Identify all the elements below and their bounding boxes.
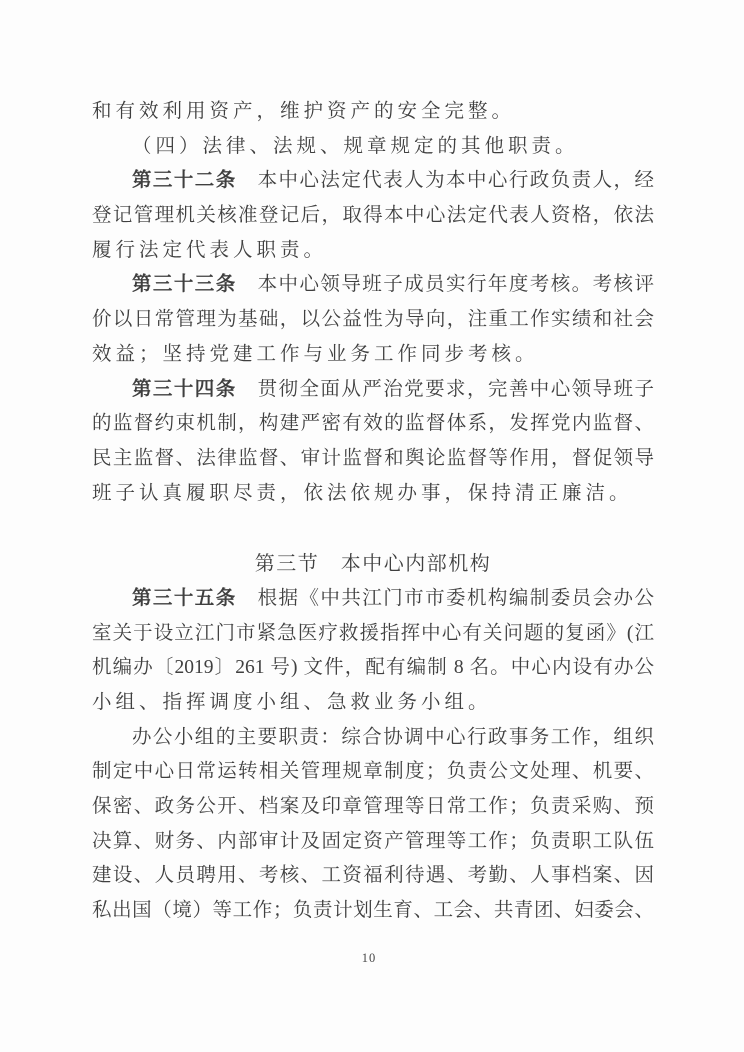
text-segment: 本中心领导班子成员实行年度考核。考核评 (236, 274, 654, 296)
text-line (92, 164, 654, 199)
text-segment: 的监督约束机制，构建严密有效的监督体系，发挥党内监督、 (92, 413, 654, 435)
article-number: 第三十二条 (132, 170, 237, 192)
section-heading (92, 547, 654, 582)
text-line (92, 477, 654, 512)
text-line (92, 373, 654, 408)
text-line (92, 303, 654, 338)
text-segment: （四）法律、法规、规章规定的其他职责。 (132, 135, 579, 157)
text-segment: 室关于设立江门市紧急医疗救援指挥中心有关问题的复函》(江 (92, 622, 654, 644)
text-line (92, 721, 654, 756)
text-segment: 班子认真履职尽责，依法依规办事，保持清正廉洁。 (92, 482, 633, 504)
text-segment: 建设、人员聘用、考核、工资福利待遇、考勤、人事档案、因 (92, 865, 654, 887)
document-body (92, 95, 654, 929)
text-segment: 办公小组的主要职责：综合协调中心行政事务工作，组织 (132, 726, 654, 748)
text-line (92, 442, 654, 477)
text-segment: 民主监督、法律监督、审计监督和舆论监督等作用，督促领导 (92, 447, 654, 469)
text-segment: 保密、政务公开、档案及印章管理等日常工作；负责采购、预 (92, 796, 654, 818)
article-number: 第三十三条 (132, 274, 237, 296)
text-line (92, 894, 654, 929)
text-line (92, 130, 654, 165)
text-segment: 贯彻全面从严治党要求，完善中心领导班子 (236, 378, 654, 400)
text-segment: 履行法定代表人职责。 (92, 239, 328, 261)
text-segment: 私出国（境）等工作；负责计划生育、工会、共青团、妇委会、 (92, 900, 654, 922)
text-segment: 根据《中共江门市市委机构编制委员会办公 (236, 587, 654, 609)
text-segment: 制定中心日常运转相关管理规章制度；负责公文处理、机要、 (92, 761, 654, 783)
text-line (92, 755, 654, 790)
text-line (92, 338, 654, 373)
text-line (92, 686, 654, 721)
text-line (92, 268, 654, 303)
text-segment: 和有效利用资产，维护资产的安全完整。 (92, 101, 516, 122)
text-line (92, 859, 654, 894)
text-segment: 效益；坚持党建工作与业务工作同步考核。 (92, 343, 539, 365)
page-number: 10 (361, 951, 377, 965)
text-line (92, 582, 654, 617)
text-segment: 小组、指挥调度小组、急救业务小组。 (92, 692, 492, 713)
text-line (92, 407, 654, 442)
text-line (92, 825, 654, 860)
article-number: 第三十五条 (132, 587, 237, 609)
text-segment: 第三节 本中心内部机构 (254, 553, 492, 576)
text-segment: 价以日常管理为基础，以公益性为导向，注重工作实绩和社会 (92, 309, 654, 331)
text-line (92, 617, 654, 652)
article-number: 第三十四条 (132, 378, 237, 400)
text-segment: 决算、财务、内部审计及固定资产管理等工作；负责职工队伍 (92, 830, 654, 852)
text-line (92, 199, 654, 234)
text-segment: 登记管理机关核准登记后，取得本中心法定代表人资格，依法 (92, 205, 654, 227)
text-line (92, 234, 654, 269)
text-segment: 本中心法定代表人为本中心行政负责人，经 (236, 170, 654, 192)
text-line (92, 651, 654, 686)
text-segment: 机编办〔2019〕261 号) 文件，配有编制 8 名。中心内设有办公 (92, 657, 654, 679)
text-line (92, 95, 654, 130)
text-line (92, 790, 654, 825)
